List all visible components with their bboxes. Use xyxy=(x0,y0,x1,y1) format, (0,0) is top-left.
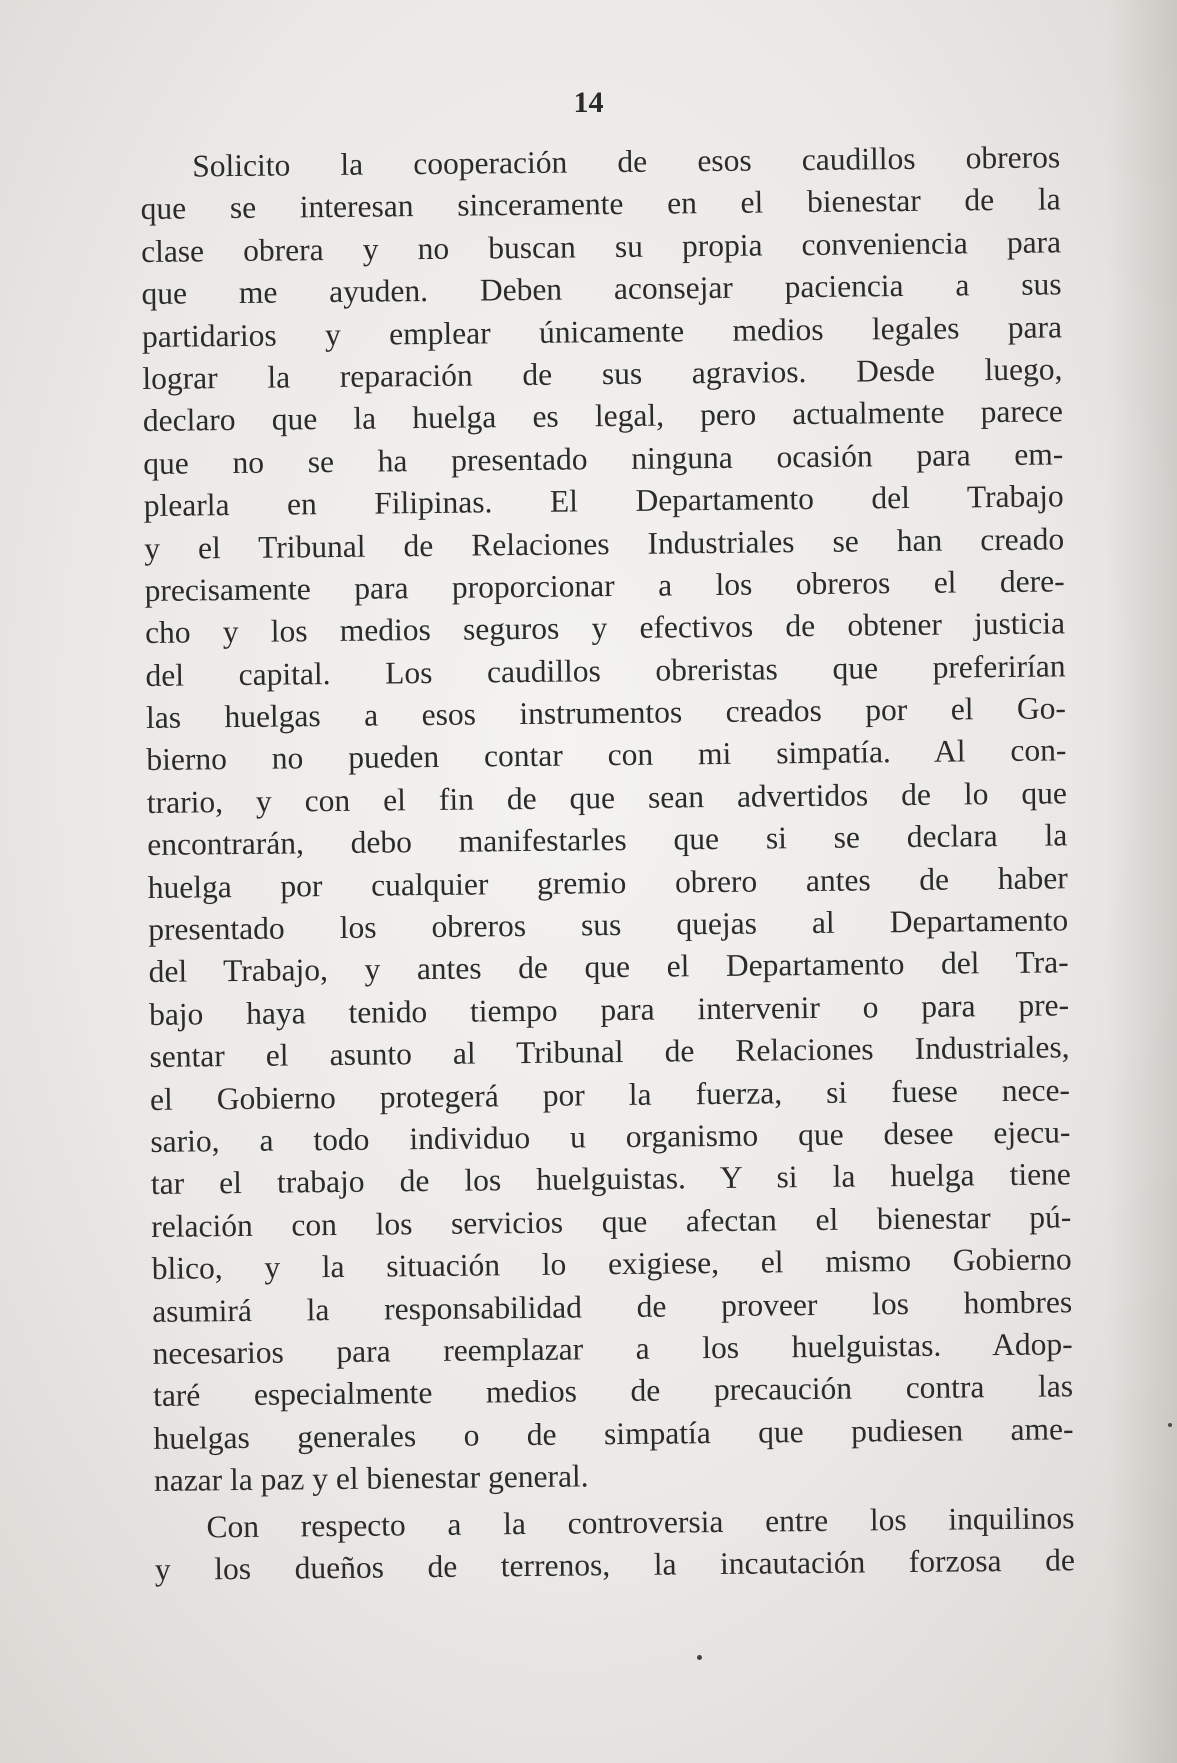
text-line: bierno no pueden contar con mi simpatía. Al con- xyxy=(146,732,1067,778)
text-line: necesarios para reemplazar a los huelguistas. Adop- xyxy=(152,1326,1073,1371)
text-line: taré especialmente medios de precaución contra las xyxy=(152,1368,1074,1414)
body-text xyxy=(140,136,1075,1591)
text-line: tar el trabajo de los huelguistas. Y si la huelga tiene xyxy=(150,1156,1072,1202)
text-line: que se interesan sinceramente en el bienestar de la xyxy=(140,181,1061,227)
text-line: las huelgas a esos instrumentos creados por el Go- xyxy=(145,690,1067,736)
text-line: declaro que la huelga es legal, pero actualmente parece xyxy=(142,393,1064,439)
text-line: cho y los medios seguros y efectivos de obtener justicia xyxy=(144,605,1066,651)
text-line: precisamente para proporcionar a los obreros el dere- xyxy=(144,563,1065,608)
text-line: trario, y con el fin de que sean advertidos de lo que xyxy=(146,775,1068,820)
text-line: clase obrera y no buscan su propia conveniencia para xyxy=(140,224,1062,269)
text-line: relación con los servicios que afectan el bienestar pú- xyxy=(151,1199,1072,1244)
text-line: huelgas generales o de simpatía que pudiesen ame- xyxy=(153,1411,1074,1456)
text-line: lograr la reparación de sus agravios. Desde luego, xyxy=(142,351,1063,396)
text-line: nazar la paz y el bienestar general. xyxy=(153,1458,589,1499)
text-line: partidarios y emplear únicamente medios legales para xyxy=(141,308,1063,354)
text-line: bajo haya tenido tiempo para intervenir o para pre- xyxy=(148,987,1070,1032)
text-line: y los dueños de terrenos, la incautación forzosa de xyxy=(154,1542,1076,1587)
page-number: 14 xyxy=(573,86,604,119)
text-line: plearla en Filipinas. El Departamento del Trabajo xyxy=(143,478,1064,524)
text-line: que me ayuden. Deben aconsejar paciencia a sus xyxy=(141,266,1062,312)
text-line: presentado los obreros sus quejas al Departamento xyxy=(148,902,1069,947)
ink-speck xyxy=(1168,1423,1172,1427)
text-line: sentar el asunto al Tribunal de Relaciones Industriales, xyxy=(149,1029,1070,1075)
text-line: asumirá la responsabilidad de proveer los hombres xyxy=(152,1283,1073,1329)
text-line: y el Tribunal de Relaciones Industriales se han creado xyxy=(144,520,1065,566)
text-line: Solicito la cooperación de esos caudillos obreros xyxy=(192,139,1061,184)
text-line: del capital. Los caudillos obreristas que preferirían xyxy=(145,648,1066,693)
paragraph-1 xyxy=(140,136,1074,1502)
text-line: que no se ha presentado ninguna ocasión para em- xyxy=(143,436,1064,481)
text-line: huelga por cualquier gremio obrero antes de haber xyxy=(147,859,1068,905)
text-line: el Gobierno protegerá por la fuerza, si fuese nece- xyxy=(149,1071,1071,1117)
ink-speck xyxy=(697,1655,702,1660)
text-line: sario, a todo individuo u organismo que desee ejecu- xyxy=(150,1114,1071,1159)
paragraph-2 xyxy=(154,1497,1075,1591)
text-line: encontrarán, debo manifestarles que si se declara la xyxy=(147,817,1068,863)
text-line: blico, y la situación lo exigiese, el mismo Gobierno xyxy=(151,1241,1072,1287)
text-line: Con respecto a la controversia entre los inquilinos xyxy=(206,1499,1075,1544)
text-line: del Trabajo, y antes de que el Departamento del Tra- xyxy=(148,944,1069,990)
